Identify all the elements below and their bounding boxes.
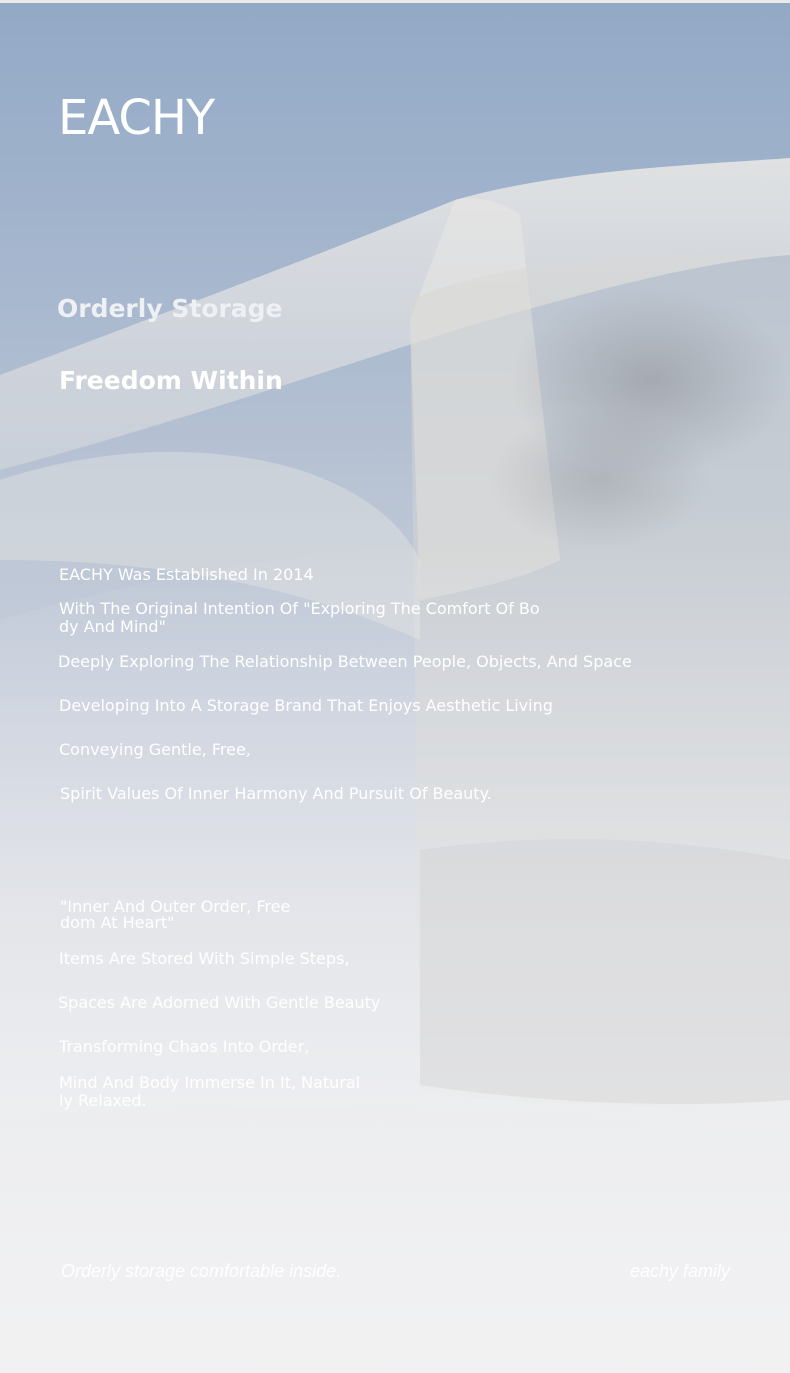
motto-line-3: Spaces Are Adorned With Gentle Beauty (58, 993, 381, 1012)
motto-line-2: Items Are Stored With Simple Steps, (59, 949, 350, 968)
motto-line-4: Transforming Chaos Into Order, (59, 1037, 310, 1056)
footer-signature: eachy family (630, 1261, 731, 1281)
motto-line-5b: ly Relaxed. (59, 1091, 147, 1110)
story-line-4: Developing Into A Storage Brand That Enjoys Aesthetic Living (59, 696, 553, 715)
story-line-3: Deeply Exploring The Relationship Between People, Objects, And Space (58, 652, 632, 671)
brand-title: EACHY (58, 90, 215, 146)
story-line-5: Conveying Gentle, Free, (59, 740, 251, 759)
story-line-6: Spirit Values Of Inner Harmony And Pursuit Of Beauty. (60, 784, 492, 803)
heading-freedom-within: Freedom Within (59, 366, 283, 395)
story-line-2a: With The Original Intention Of "Exploring The Comfort Of Bo (59, 599, 540, 618)
story-line-2b: dy And Mind" (59, 617, 166, 636)
heading-orderly-storage: Orderly Storage (57, 294, 283, 323)
footer-tagline: Orderly storage comfortable inside. (61, 1261, 342, 1281)
story-line-1: EACHY Was Established In 2014 (59, 565, 314, 584)
motto-line-5a: Mind And Body Immerse In It, Natural (59, 1073, 361, 1092)
motto-line-1b: dom At Heart" (60, 913, 175, 932)
motto-line-1a: "Inner And Outer Order, Free (60, 897, 291, 916)
